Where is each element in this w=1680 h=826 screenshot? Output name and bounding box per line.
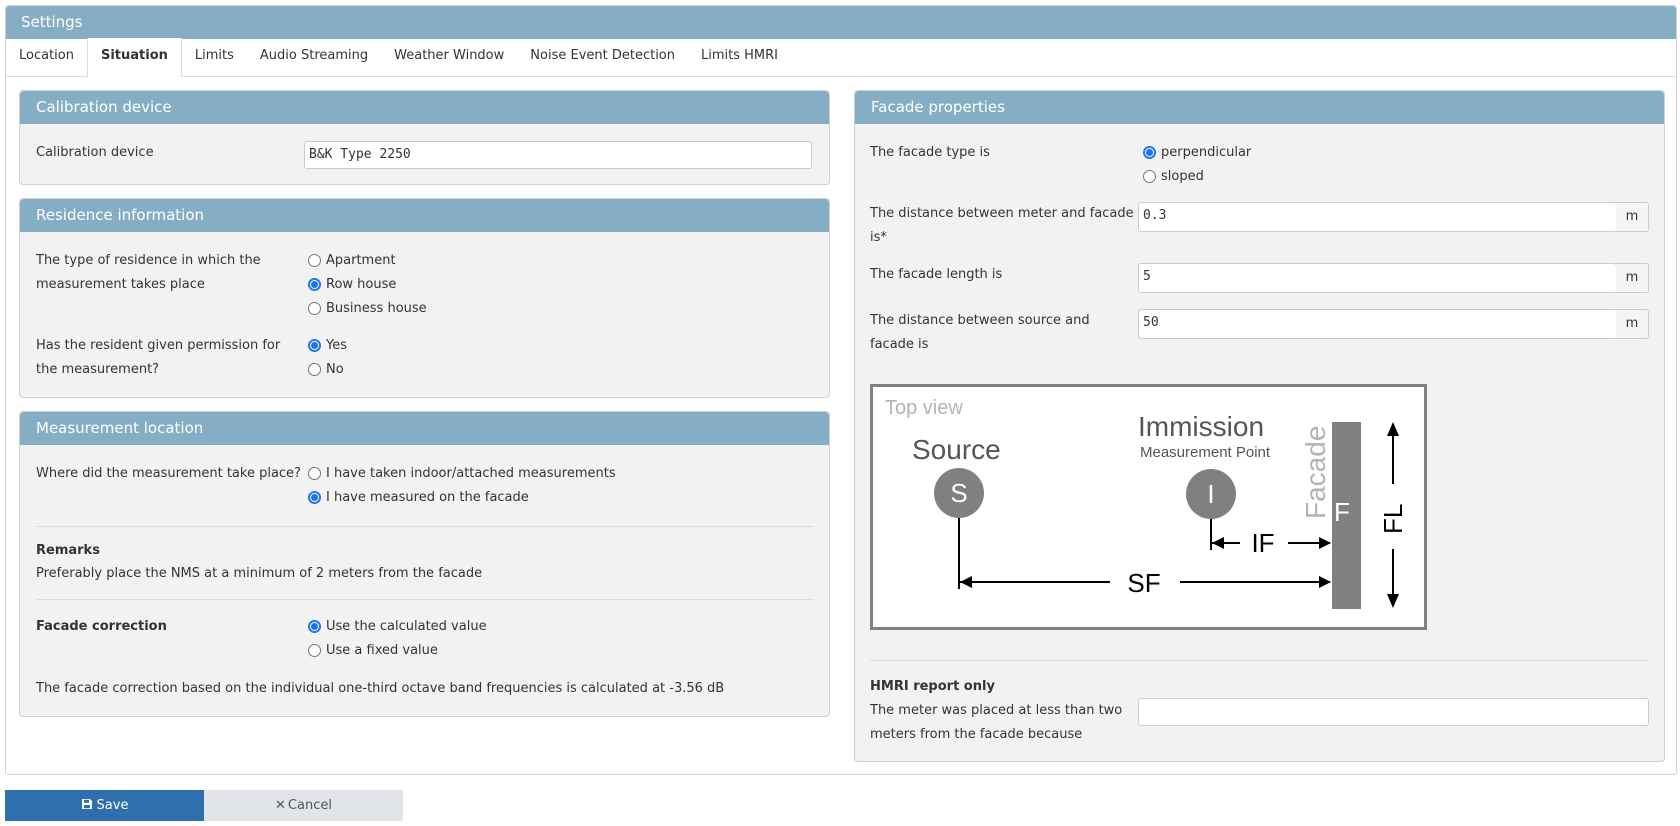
hmri-label xyxy=(870,699,1122,747)
radio-facade-measurements[interactable] xyxy=(308,486,529,508)
radio-apartment[interactable] xyxy=(308,249,396,271)
sf-label: SF xyxy=(1127,568,1161,598)
source-letter: S xyxy=(950,478,968,508)
residence-heading: Residence information xyxy=(20,199,829,232)
top-view-label: Top view xyxy=(885,397,963,419)
facade-type-label: The facade type is xyxy=(870,145,990,160)
save-button-label: Save xyxy=(96,798,129,813)
calibration-heading: Calibration device xyxy=(20,91,829,124)
permission-label-line2: the measurement? xyxy=(36,362,160,377)
residence-type-label-line1: The type of residence in which the xyxy=(36,253,261,268)
radio-sloped-label: sloped xyxy=(1161,168,1204,184)
radio-use-fixed-value[interactable] xyxy=(308,639,438,661)
unit-addon: m xyxy=(1616,202,1649,232)
radio-circle[interactable] xyxy=(1143,170,1156,183)
radio-circle[interactable] xyxy=(308,644,321,657)
radio-circle[interactable] xyxy=(308,254,321,267)
source-label: Source xyxy=(912,434,1001,465)
facade-diagram xyxy=(870,384,1427,630)
facade-length-label: The facade length is xyxy=(870,267,1003,282)
radio-circle[interactable] xyxy=(308,491,321,504)
calibration-box xyxy=(19,90,830,185)
distance-source-input[interactable]: 50 xyxy=(1138,309,1617,339)
facade-length-input[interactable]: 5 xyxy=(1138,263,1617,293)
radio-use-calculated-value[interactable] xyxy=(308,615,487,637)
remarks-title: Remarks xyxy=(36,543,100,558)
radio-apartment-label: Apartment xyxy=(326,252,396,268)
radio-calculated-label: Use the calculated value xyxy=(326,618,487,634)
radio-perpendicular-label: perpendicular xyxy=(1161,144,1252,160)
radio-row-house-label: Row house xyxy=(326,276,397,292)
settings-title: Settings xyxy=(6,6,1676,39)
radio-indoor-measurements[interactable] xyxy=(308,462,616,484)
tab-location[interactable]: Location xyxy=(19,48,74,63)
hmri-reason-input[interactable] xyxy=(1138,698,1649,726)
radio-fixed-label: Use a fixed value xyxy=(326,642,438,658)
radio-row-house[interactable] xyxy=(308,273,396,295)
hmri-label-line2: meters from the facade because xyxy=(870,727,1083,742)
cancel-button-label: Cancel xyxy=(287,798,332,813)
radio-circle[interactable] xyxy=(308,302,321,315)
tab-noise-event-detection[interactable]: Noise Event Detection xyxy=(530,48,676,63)
hmri-label-line1: The meter was placed at less than two xyxy=(870,703,1123,718)
residence-type-label xyxy=(36,249,261,297)
radio-circle[interactable] xyxy=(308,278,321,291)
if-label: IF xyxy=(1251,528,1275,558)
permission-label xyxy=(36,334,280,382)
measurement-point-label: Measurement Point xyxy=(1140,444,1271,461)
radio-business-house-label: Business house xyxy=(326,300,427,316)
radio-business-house[interactable] xyxy=(308,297,427,319)
calibration-label: Calibration device xyxy=(36,145,154,160)
floppy-disk-icon xyxy=(81,798,93,810)
divider xyxy=(870,660,1649,661)
tab-audio-streaming[interactable]: Audio Streaming xyxy=(259,48,369,63)
tab-situation[interactable]: Situation xyxy=(87,38,182,77)
distance-meter-label xyxy=(870,202,1134,250)
tab-weather-window[interactable]: Weather Window xyxy=(394,48,505,63)
distance-source-label-line1: The distance between source and xyxy=(870,313,1090,328)
tab-limits[interactable]: Limits xyxy=(194,48,234,63)
facade-correction-note: The facade correction based on the individual one-third octave band frequencies is calculated at -3.56 dB xyxy=(36,681,725,696)
divider xyxy=(36,526,814,527)
distance-meter-input[interactable]: 0.3 xyxy=(1138,202,1617,232)
facade-correction-label: Facade correction xyxy=(36,619,167,634)
tab-limits-hmri[interactable]: Limits HMRI xyxy=(701,48,779,63)
facade-heading: Facade properties xyxy=(855,91,1664,124)
calibration-device-input[interactable]: B&K Type 2250 xyxy=(304,141,812,169)
close-icon: ✕ xyxy=(275,798,286,813)
radio-circle[interactable] xyxy=(1143,146,1156,159)
distance-source-label-line2: facade is xyxy=(870,337,929,352)
measurement-heading: Measurement location xyxy=(20,412,829,445)
radio-circle[interactable] xyxy=(308,467,321,480)
radio-perpendicular[interactable] xyxy=(1143,141,1251,163)
radio-indoor-label: I have taken indoor/attached measurements xyxy=(326,465,616,481)
measurement-box xyxy=(19,411,830,717)
immission-label: Immission xyxy=(1138,411,1265,442)
distance-meter-label-line1: The distance between meter and facade xyxy=(870,206,1134,221)
radio-permission-yes-label: Yes xyxy=(326,337,347,353)
save-button[interactable] xyxy=(5,790,204,821)
unit-addon: m xyxy=(1616,263,1649,293)
remarks-text: Preferably place the NMS at a minimum of 2 meters from the facade xyxy=(36,566,483,581)
radio-facade-label: I have measured on the facade xyxy=(326,489,529,505)
facade-letter: F xyxy=(1334,497,1350,527)
immission-letter: I xyxy=(1207,479,1215,509)
unit-addon: m xyxy=(1616,309,1649,339)
radio-circle[interactable] xyxy=(308,339,321,352)
measurement-where-label: Where did the measurement take place? xyxy=(36,466,301,481)
facade-vertical-label: Facade xyxy=(1300,425,1331,519)
radio-circle[interactable] xyxy=(308,363,321,376)
hmri-title: HMRI report only xyxy=(870,679,995,694)
cancel-button[interactable] xyxy=(204,790,403,821)
residence-box xyxy=(19,198,830,398)
fl-label: FL xyxy=(1378,503,1408,534)
radio-permission-no[interactable] xyxy=(308,358,344,380)
tab-bar xyxy=(6,39,1676,77)
radio-sloped[interactable] xyxy=(1143,165,1204,187)
residence-type-label-line2: measurement takes place xyxy=(36,277,205,292)
distance-meter-label-line2: is* xyxy=(870,230,887,245)
radio-circle[interactable] xyxy=(308,620,321,633)
permission-label-line1: Has the resident given permission for xyxy=(36,338,281,353)
divider xyxy=(36,599,814,600)
radio-permission-yes[interactable] xyxy=(308,334,347,356)
distance-source-label xyxy=(870,309,1090,357)
radio-permission-no-label: No xyxy=(326,361,344,377)
